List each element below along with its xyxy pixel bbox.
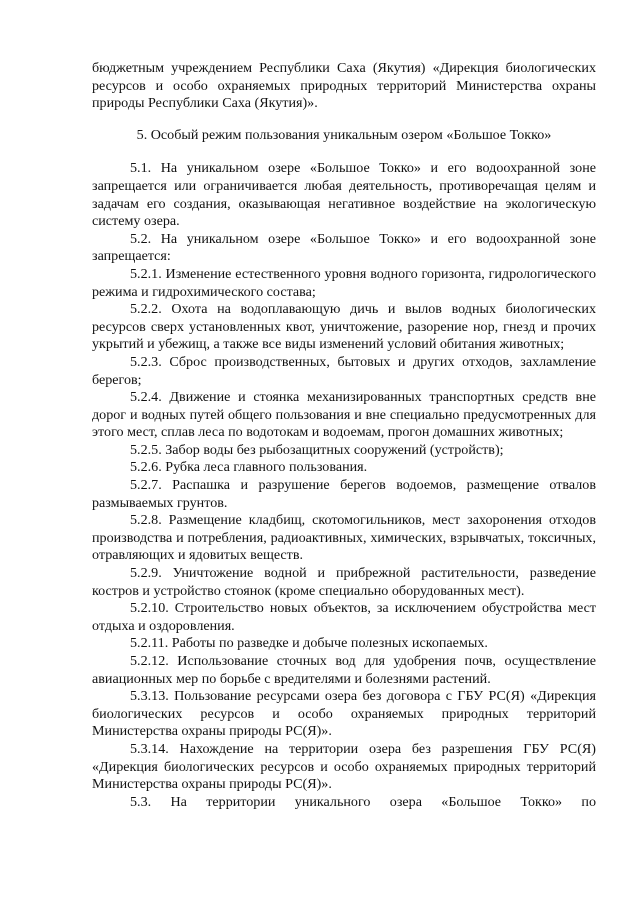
paragraph-5-3-14: 5.3.14. Нахождение на территории озера без разрешения ГБУ РС(Я) «Дирекция биологических ресурсов и особо охраняемых природных территорий Министерства охраны природы РС(Я)». [92, 740, 596, 793]
paragraph-5-3: 5.3. На территории уникального озера «Большое Токко» по [130, 793, 596, 810]
paragraph-5-2-3: 5.2.3. Сброс производственных, бытовых и других отходов, захламление берегов; [92, 353, 596, 388]
paragraph-5-2-9: 5.2.9. Уничтожение водной и прибрежной растительности, разведение костров и устройство стоянок (кроме специально оборудованных мест). [92, 565, 596, 599]
paragraph-5-2-5: 5.2.5. Забор воды без рыбозащитных сооружений (устройств); [130, 441, 504, 458]
paragraph-5-2-10: 5.2.10. Строительство новых объектов, за исключением обустройства мест отдыха и оздоровления. [92, 600, 596, 634]
section-title: 5. Особый режим пользования уникальным озером «Большое Токко» [136, 126, 552, 143]
paragraph-5-2-4: 5.2.4. Движение и стоянка механизированных транспортных средств вне дорог и водных путей общего пользования и вне специально предусмотренных для этого мест, сплав леса по водотокам и водоемам, прогон домашних животных; [92, 389, 596, 441]
paragraph-list [92, 160, 596, 811]
paragraph-5-2-7: 5.2.7. Распашка и разрушение берегов водоемов, размещение отвалов размываемых грунтов. [92, 477, 596, 511]
paragraph-5-3-13: 5.3.13. Пользование ресурсами озера без договора с ГБУ РС(Я) «Дирекция биологических ресурсов и особо охраняемых природных территорий Министерства охраны природы РС(Я)». [92, 688, 596, 740]
paragraph-5-2-12: 5.2.12. Использование сточных вод для удобрения почв, осуществление авиационных мер по борьбе с вредителями и болезнями растений. [92, 653, 596, 687]
paragraph-5-2-11: 5.2.11. Работы по разведке и добыче полезных ископаемых. [130, 635, 488, 652]
document-page [92, 60, 596, 811]
paragraph-5-2-6: 5.2.6. Рубка леса главного пользования. [130, 459, 368, 476]
paragraph-5-2-8: 5.2.8. Размещение кладбищ, скотомогильников, мест захоронения отходов производства и потребления, радиоактивных, химических, взрывчатых, токсичных, отравляющих и ядовитых веществ. [92, 512, 596, 564]
intro-paragraph: бюджетным учреждением Республики Саха (Якутия) «Дирекция биологических ресурсов и особо охраняемых природных территорий Министерства охраны природы Республики Саха (Якутия)». [92, 60, 596, 112]
paragraph-5-2: 5.2. На уникальном озере «Большое Токко» и его водоохранной зоне запрещается: [92, 230, 596, 265]
paragraph-5-2-1: 5.2.1. Изменение естественного уровня водного горизонта, гидрологического режима и гидрохимического состава; [92, 265, 596, 300]
paragraph-5-2-2: 5.2.2. Охота на водоплавающую дичь и вылов водных биологических ресурсов сверх установленных квот, уничтожение, разорение нор, гнезд и прочих укрытий и убежищ, а также все виды изменений условий обитания животных; [92, 301, 596, 353]
paragraph-5-1: 5.1. На уникальном озере «Большое Токко» и его водоохранной зоне запрещается или ограничивается любая деятельность, противоречащая целям и задачам его создания, оказывающая негативное воздействие на экологическую систему озера. [92, 160, 596, 230]
